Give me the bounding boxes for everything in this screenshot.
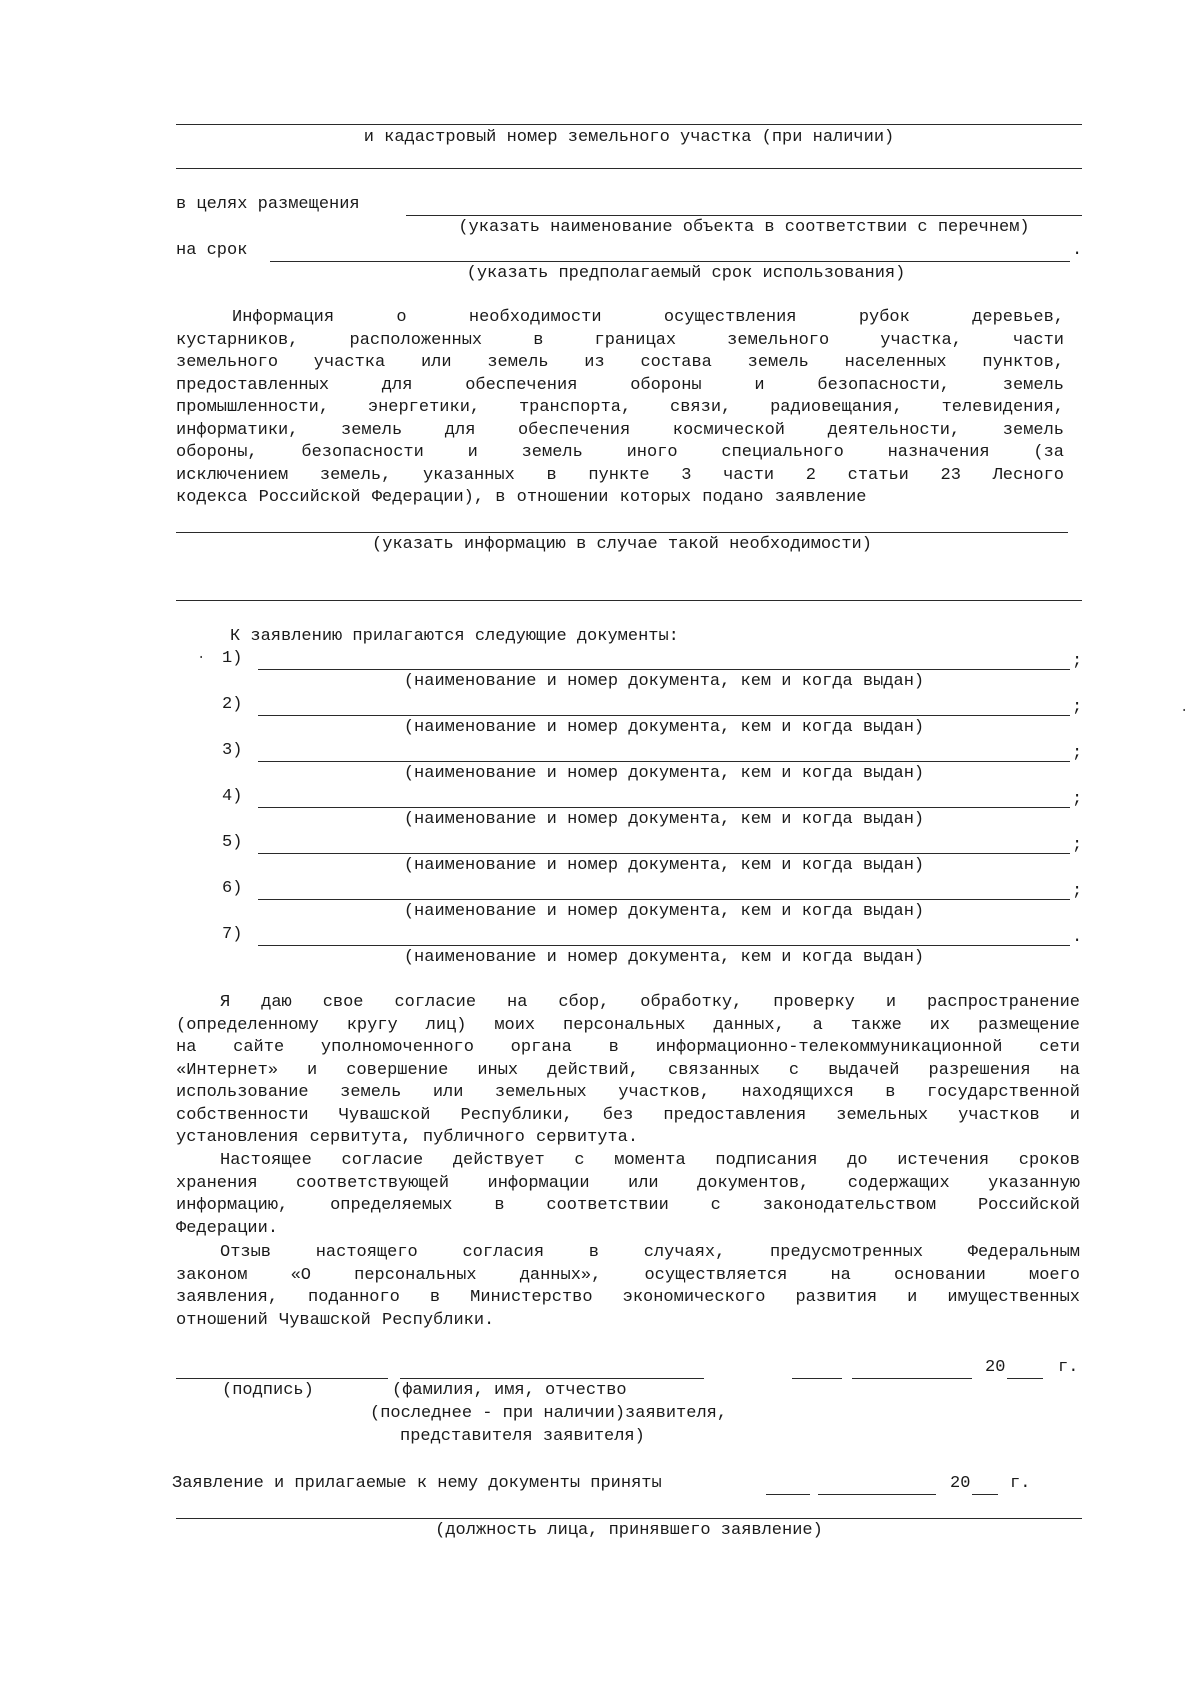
term-label: на срок bbox=[176, 241, 248, 260]
consent-paragraph-2 bbox=[176, 1150, 1080, 1240]
consent-line: (определенному кругу лиц) моих персональных данных, а также их размещение bbox=[176, 1015, 1080, 1035]
consent-line: Отзыв настоящего согласия в случаях, предусмотренных Федеральным bbox=[220, 1243, 1080, 1262]
attachment-caption: (наименование и номер документа, кем и когда выдан) bbox=[403, 672, 925, 691]
consent-line: собственности Чувашской Республики, без предоставления земельных участков и bbox=[176, 1105, 1080, 1125]
cadastral-rule bbox=[176, 168, 1082, 169]
attachment-end: ; bbox=[1072, 652, 1083, 671]
term-field[interactable] bbox=[270, 261, 1070, 262]
attachment-end: ; bbox=[1072, 744, 1083, 763]
attachment-caption: (наименование и номер документа, кем и когда выдан) bbox=[403, 764, 925, 783]
attachment-field[interactable] bbox=[258, 669, 1070, 670]
acceptance-year-prefix: 20 bbox=[950, 1474, 971, 1493]
attachment-end: ; bbox=[1072, 836, 1083, 855]
purpose-caption: (указать наименование объекта в соответствии с перечнем) bbox=[458, 218, 1030, 237]
date-day-field[interactable] bbox=[792, 1378, 842, 1379]
info-line: промышленности, энергетики, транспорта, связи, радиовещания, телевидения, bbox=[176, 398, 1064, 417]
scan-speck: · bbox=[197, 650, 206, 666]
consent-line: Я даю свое согласие на сбор, обработку, проверку и распространение bbox=[220, 993, 1080, 1012]
attachment-number: 7) bbox=[222, 925, 243, 944]
attachment-field[interactable] bbox=[258, 715, 1070, 716]
attachment-field[interactable] bbox=[258, 945, 1070, 946]
date-year-suffix: г. bbox=[1058, 1358, 1079, 1377]
attachment-caption: (наименование и номер документа, кем и когда выдан) bbox=[403, 948, 925, 967]
date-month-field[interactable] bbox=[852, 1378, 972, 1379]
info-line: кустарников, расположенных в границах земельного участка, части bbox=[176, 330, 1064, 350]
attachment-end: ; bbox=[1072, 790, 1083, 809]
name-caption-line: (последнее - при наличии)заявителя, bbox=[370, 1404, 728, 1423]
attachment-field[interactable] bbox=[258, 761, 1070, 762]
attachment-end: . bbox=[1072, 928, 1083, 947]
attachment-number: 4) bbox=[222, 787, 243, 806]
acceptance-label: Заявление и прилагаемые к нему документы приняты bbox=[172, 1474, 662, 1493]
consent-line: отношений Чувашской Республики. bbox=[176, 1310, 495, 1330]
attachment-field[interactable] bbox=[258, 853, 1070, 854]
attachment-caption: (наименование и номер документа, кем и когда выдан) bbox=[403, 810, 925, 829]
signature-field[interactable] bbox=[176, 1378, 388, 1379]
term-caption: (указать предполагаемый срок использования) bbox=[466, 264, 906, 283]
attachment-number: 6) bbox=[222, 879, 243, 898]
attachment-caption: (наименование и номер документа, кем и когда выдан) bbox=[403, 856, 925, 875]
info-line: исключением земель, указанных в пункте 3 части 2 статьи 23 Лесного bbox=[176, 465, 1064, 485]
attachment-end: ; bbox=[1072, 698, 1083, 717]
attachments-intro: К заявлению прилагаются следующие документы: bbox=[230, 627, 679, 646]
info-line: обороны, безопасности и земель иного специального назначения (за bbox=[176, 443, 1064, 462]
consent-line: законом «О персональных данных», осуществляется на основании моего bbox=[176, 1265, 1080, 1285]
attachment-number: 3) bbox=[222, 741, 243, 760]
purpose-label: в целях размещения bbox=[176, 195, 360, 214]
name-caption-line: представителя заявителя) bbox=[400, 1427, 645, 1446]
attachment-number: 1) bbox=[222, 649, 243, 668]
top-rule bbox=[176, 124, 1082, 125]
date-year-prefix: 20 bbox=[985, 1358, 1006, 1377]
consent-line: заявления, поданного в Министерство экономического развития и имущественных bbox=[176, 1288, 1080, 1307]
consent-line: Настоящее согласие действует с момента подписания до истечения сроков bbox=[220, 1151, 1080, 1170]
info-line: земельного участка или земель из состава земель населенных пунктов, bbox=[176, 353, 1064, 372]
info-field[interactable] bbox=[176, 532, 1068, 533]
info-line: предоставленных для обеспечения обороны и безопасности, земель bbox=[176, 375, 1064, 395]
acceptance-month-field[interactable] bbox=[818, 1494, 936, 1495]
consent-line: информацию, определяемых в соответствии с законодательством Российской bbox=[176, 1196, 1080, 1215]
acceptance-year-field[interactable] bbox=[972, 1494, 998, 1495]
acceptance-year-suffix: г. bbox=[1010, 1474, 1031, 1493]
date-year-field[interactable] bbox=[1007, 1378, 1043, 1379]
consent-line: использование земель или земельных участков, находящихся в государственной bbox=[176, 1083, 1080, 1102]
purpose-field[interactable] bbox=[406, 215, 1082, 216]
attachment-caption: (наименование и номер документа, кем и когда выдан) bbox=[403, 902, 925, 921]
consent-paragraph-3 bbox=[176, 1242, 1080, 1332]
scan-speck: · bbox=[1180, 703, 1189, 719]
info-caption: (указать информацию в случае такой необходимости) bbox=[372, 535, 872, 554]
cadastral-caption: и кадастровый номер земельного участка (при наличии) bbox=[363, 128, 895, 147]
consent-line: Федерации. bbox=[176, 1218, 279, 1238]
info-line: Информация о необходимости осуществления рубок деревьев, bbox=[232, 308, 1064, 327]
term-end-mark: . bbox=[1072, 241, 1083, 260]
name-caption-line: (фамилия, имя, отчество bbox=[392, 1381, 627, 1400]
consent-line: «Интернет» и совершение иных действий, связанных с выдачей разрешения на bbox=[176, 1060, 1080, 1080]
signature-caption: (подпись) bbox=[222, 1381, 314, 1400]
acceptance-position-field[interactable] bbox=[176, 1518, 1082, 1519]
consent-line: на сайте уполномоченного органа в информационно-телекоммуникационной сети bbox=[176, 1038, 1080, 1057]
info-line: кодекса Российской Федерации), в отношении которых подано заявление bbox=[176, 488, 867, 507]
consent-paragraph-1 bbox=[176, 992, 1080, 1150]
attachment-caption: (наименование и номер документа, кем и когда выдан) bbox=[403, 718, 925, 737]
acceptance-caption: (должность лица, принявшего заявление) bbox=[435, 1521, 823, 1540]
full-name-field[interactable] bbox=[400, 1378, 704, 1379]
info-paragraph bbox=[176, 307, 1064, 510]
attachment-field[interactable] bbox=[258, 807, 1070, 808]
consent-line: установления сервитута, публичного сервитута. bbox=[176, 1128, 639, 1147]
attachment-number: 2) bbox=[222, 695, 243, 714]
info-line: информатики, земель для обеспечения космической деятельности, земель bbox=[176, 420, 1064, 440]
info-field-2[interactable] bbox=[176, 600, 1082, 601]
acceptance-day-field[interactable] bbox=[766, 1494, 810, 1495]
attachment-field[interactable] bbox=[258, 899, 1070, 900]
attachment-number: 5) bbox=[222, 833, 243, 852]
consent-line: хранения соответствующей информации или документов, содержащих указанную bbox=[176, 1173, 1080, 1193]
attachment-end: ; bbox=[1072, 882, 1083, 901]
